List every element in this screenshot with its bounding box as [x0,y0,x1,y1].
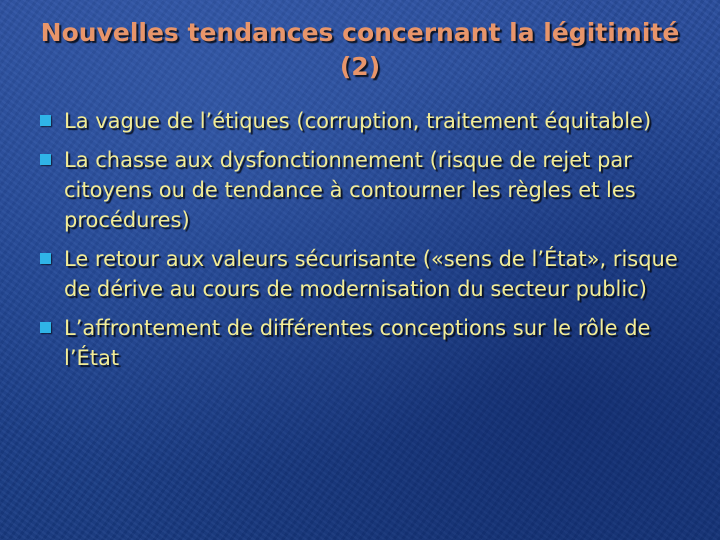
square-bullet-icon [40,115,51,126]
square-bullet-icon [40,253,51,264]
bullet-list [40,106,702,382]
slide-title: Nouvelles tendances concernant la légitimité (2) [40,18,680,81]
bullet-text: La chasse aux dysfonctionnement (risque de rejet par citoyens ou de tendance à contourner les règles et les procédures) [64,148,636,232]
square-bullet-icon [40,154,51,165]
bullet-item [40,106,702,136]
bullet-text: La vague de l’étiques (corruption, traitement équitable) [64,109,652,133]
bullet-item [40,313,702,373]
bullet-item [40,145,702,235]
bullet-text: L’affrontement de différentes conceptions sur le rôle de l’État [64,316,651,370]
bullet-item [40,244,702,304]
bullet-text: Le retour aux valeurs sécurisante («sens de l’État», risque de dérive au cours de modernisation du secteur public) [64,247,678,301]
square-bullet-icon [40,322,51,333]
